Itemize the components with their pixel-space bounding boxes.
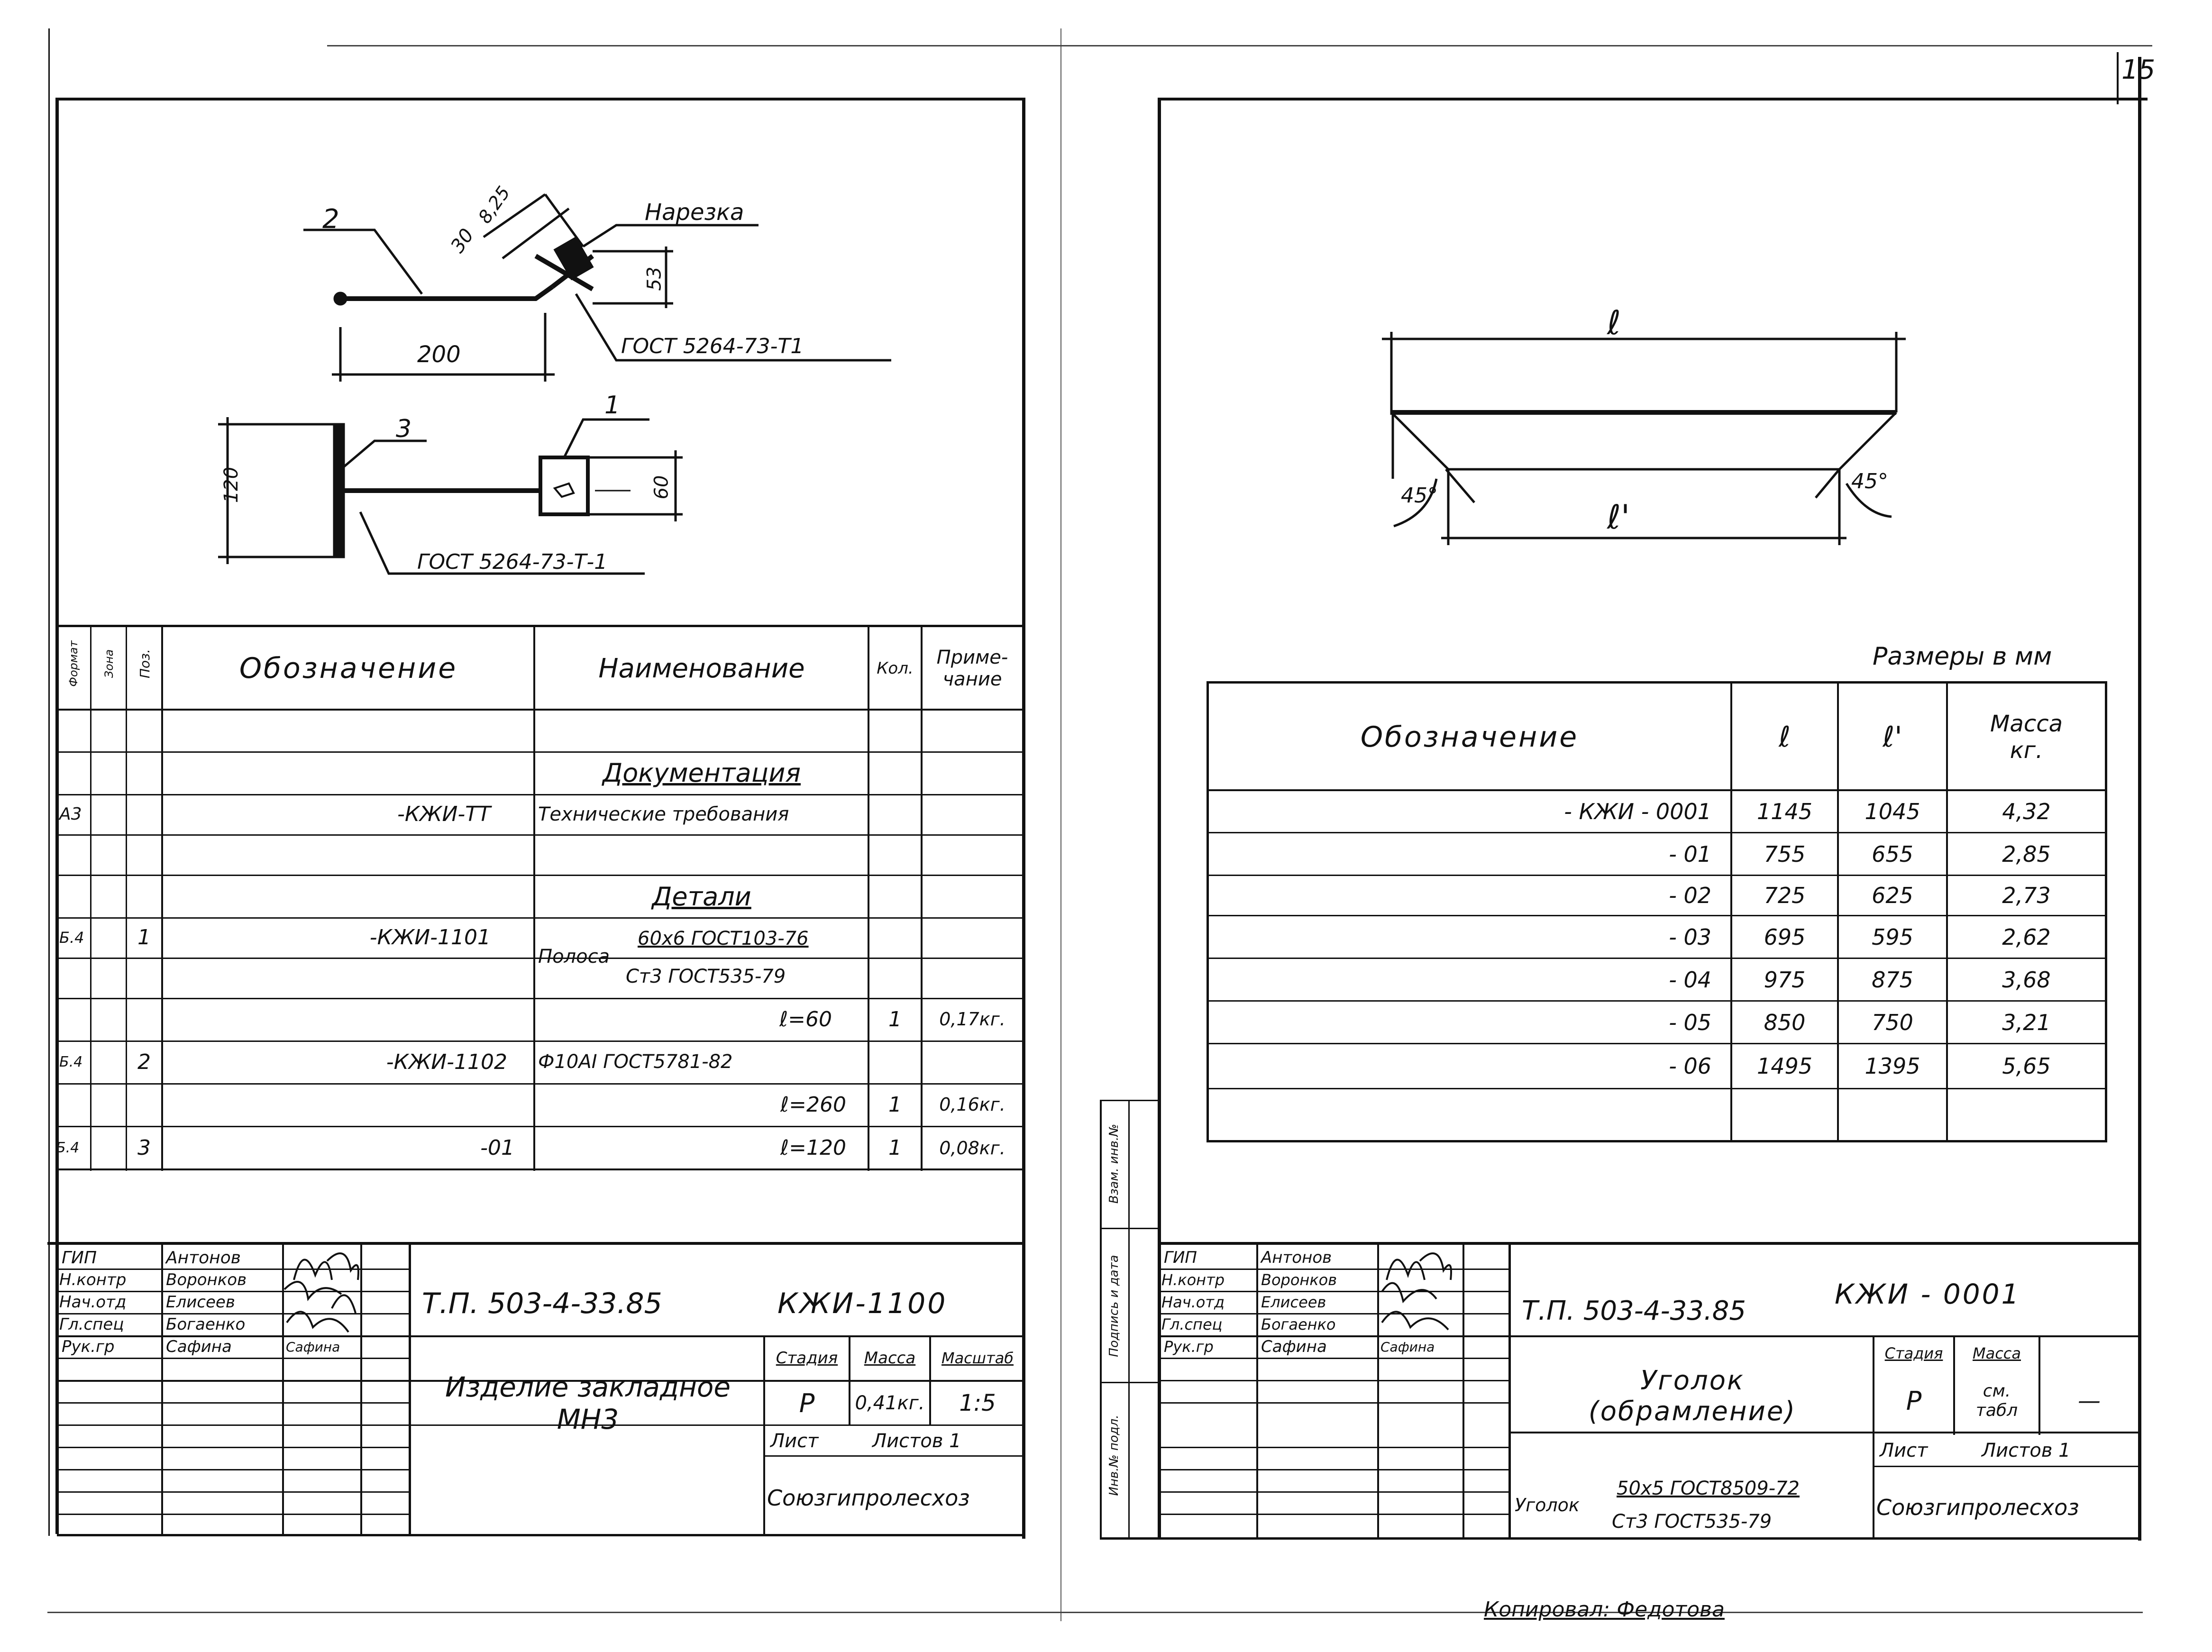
left-mass-label: Масса bbox=[864, 1349, 916, 1368]
left-scale: 1:5 bbox=[959, 1390, 996, 1416]
dim-x1: ℓ' bbox=[1607, 498, 1630, 537]
col-designation: Обозначение bbox=[239, 652, 458, 685]
left-signature-text: Сафина bbox=[286, 1339, 340, 1355]
r2-pos: 1 bbox=[137, 925, 151, 949]
page-number: 15 bbox=[2121, 55, 2156, 85]
col-name: Наименование bbox=[598, 653, 805, 684]
dims-r1-mass: 2,85 bbox=[2002, 841, 2051, 867]
dims-r0-designation: - КЖИ - 0001 bbox=[1564, 799, 1711, 824]
dims-r0-x1: 1045 bbox=[1865, 799, 1920, 824]
copied-by: Копировал: Федотова bbox=[1484, 1597, 1725, 1622]
right-name-4: Сафина bbox=[1261, 1337, 1327, 1356]
right-name-2: Елисеев bbox=[1261, 1293, 1326, 1311]
dims-r2-x: 725 bbox=[1764, 883, 1806, 908]
dims-r4-x1: 875 bbox=[1872, 967, 1913, 993]
dims-r6-designation: - 06 bbox=[1669, 1053, 1711, 1079]
dims-col-mass: Масса кг. bbox=[1990, 711, 2063, 764]
dim-120: 120 bbox=[220, 466, 243, 503]
dims-r4-mass: 3,68 bbox=[2002, 967, 2051, 993]
right-scale: — bbox=[2078, 1387, 2101, 1414]
col-format: Формат bbox=[67, 640, 80, 687]
right-material-b: 50х5 ГОСТ8509-72 bbox=[1617, 1478, 1800, 1499]
angle-right: 45° bbox=[1851, 469, 1888, 493]
pos-2-label: 2 bbox=[322, 204, 339, 235]
r3-format: Б.4 bbox=[59, 1053, 83, 1070]
left-org: Союзгипролесхоз bbox=[767, 1485, 970, 1511]
r4-note: 0,08кг. bbox=[939, 1137, 1005, 1159]
right-project: Т.П. 503-4-33.85 bbox=[1522, 1295, 1746, 1326]
r2-name-b: 60х6 ГОСТ103-76 bbox=[638, 928, 809, 949]
r2-len: ℓ=60 bbox=[779, 1007, 832, 1031]
left-role-1: Н.контр bbox=[59, 1270, 127, 1289]
col-note: Приме- чание bbox=[936, 647, 1008, 690]
right-name-3: Богаенко bbox=[1261, 1315, 1336, 1333]
dims-r2-x1: 625 bbox=[1872, 883, 1913, 908]
dim-60: 60 bbox=[650, 475, 673, 500]
right-title: Уголок (обрамление) bbox=[1588, 1365, 1797, 1427]
dim-53: 53 bbox=[643, 266, 666, 291]
right-material-c: Ст3 ГОСТ535-79 bbox=[1612, 1511, 1772, 1533]
right-stage: Р bbox=[1906, 1386, 1922, 1416]
col-zone: Зона bbox=[102, 649, 116, 678]
dims-r4-x: 975 bbox=[1764, 967, 1806, 993]
r2-note: 0,17кг. bbox=[939, 1009, 1005, 1030]
dims-r6-x: 1495 bbox=[1756, 1053, 1813, 1079]
r4-format: Б.4 bbox=[56, 1140, 80, 1156]
r4-len: ℓ=120 bbox=[780, 1136, 846, 1160]
angle-left: 45° bbox=[1401, 484, 1438, 508]
left-name-4: Сафина bbox=[166, 1337, 232, 1356]
r3-name: Ф10АI ГОСТ5781-82 bbox=[538, 1051, 733, 1073]
r2-designation: -КЖИ-1101 bbox=[369, 925, 491, 949]
right-mass: см. табл bbox=[1975, 1381, 2018, 1420]
units-note: Размеры в мм bbox=[1873, 642, 2052, 671]
dims-r1-x: 755 bbox=[1764, 841, 1806, 867]
r2-name-a: Полоса bbox=[538, 945, 610, 967]
right-signature-text: Сафина bbox=[1380, 1339, 1435, 1355]
r3-pos: 2 bbox=[137, 1050, 151, 1074]
dims-r3-x1: 595 bbox=[1872, 924, 1913, 950]
r4-designation: -01 bbox=[480, 1136, 514, 1160]
dims-r6-x1: 1395 bbox=[1865, 1053, 1920, 1079]
thread-label: Нарезка bbox=[645, 199, 744, 226]
left-title: Изделие закладное МН3 bbox=[445, 1371, 731, 1435]
right-org: Союзгипролесхоз bbox=[1876, 1495, 2079, 1520]
left-name-3: Богаенко bbox=[166, 1315, 246, 1334]
side-label-inv: Инв.№ подл. bbox=[1107, 1415, 1121, 1496]
dim-8-25: 8,25 bbox=[474, 182, 514, 228]
r2-qty: 1 bbox=[888, 1007, 902, 1031]
left-mass: 0,41кг. bbox=[855, 1392, 925, 1414]
right-code: КЖИ - 0001 bbox=[1835, 1278, 2021, 1310]
dims-r5-designation: - 05 bbox=[1669, 1009, 1711, 1035]
r3-len: ℓ=260 bbox=[780, 1092, 846, 1117]
dims-r5-x1: 750 bbox=[1872, 1009, 1913, 1035]
right-role-4: Рук.гр bbox=[1164, 1338, 1214, 1356]
left-sheet-label: Лист bbox=[770, 1430, 819, 1452]
left-stage: Р bbox=[799, 1388, 815, 1418]
r4-qty: 1 bbox=[888, 1136, 902, 1160]
left-name-2: Елисеев bbox=[166, 1293, 235, 1312]
dims-r3-x: 695 bbox=[1764, 924, 1806, 950]
dims-col-designation: Обозначение bbox=[1360, 721, 1579, 754]
left-sheets-label: Листов 1 bbox=[872, 1430, 961, 1452]
gost-label-2: ГОСТ 5264-73-Т-1 bbox=[417, 550, 608, 574]
col-qty: Кол. bbox=[877, 659, 914, 678]
dims-col-x1: ℓ' bbox=[1883, 721, 1902, 754]
side-label-replace: Взам. инв.№ bbox=[1107, 1123, 1121, 1204]
right-mass-label: Масса bbox=[1972, 1344, 2021, 1362]
r3-designation: -КЖИ-1102 bbox=[386, 1050, 507, 1074]
section-parts: Детали bbox=[652, 882, 751, 912]
r1-name: Технические требования bbox=[538, 803, 789, 825]
col-pos: Поз. bbox=[137, 649, 153, 678]
dims-r0-mass: 4,32 bbox=[2002, 799, 2051, 824]
r1-format: А3 bbox=[59, 804, 82, 824]
left-role-2: Нач.отд bbox=[59, 1293, 127, 1312]
left-name-1: Воронков bbox=[166, 1270, 247, 1289]
r3-qty: 1 bbox=[888, 1092, 902, 1117]
gost-label-1: ГОСТ 5264-73-Т1 bbox=[621, 334, 804, 358]
dims-col-x: ℓ bbox=[1779, 721, 1791, 754]
dims-r3-mass: 2,62 bbox=[2002, 924, 2051, 950]
dims-r1-designation: - 01 bbox=[1669, 841, 1711, 867]
pos-3-label: 3 bbox=[396, 415, 412, 443]
dim-200: 200 bbox=[417, 341, 461, 368]
left-scale-label: Масштаб bbox=[941, 1349, 1014, 1367]
left-name-0: Антонов bbox=[166, 1248, 241, 1268]
left-role-4: Рук.гр bbox=[62, 1337, 115, 1356]
dims-r2-mass: 2,73 bbox=[2002, 883, 2051, 908]
right-sheet-label: Лист bbox=[1880, 1440, 1928, 1461]
left-project: Т.П. 503-4-33.85 bbox=[422, 1287, 662, 1320]
r1-designation: -КЖИ-ТТ bbox=[397, 802, 491, 826]
right-name-1: Воронков bbox=[1261, 1271, 1337, 1289]
left-role-3: Гл.спец bbox=[59, 1315, 124, 1334]
pos-1-label: 1 bbox=[604, 391, 621, 420]
right-role-2: Нач.отд bbox=[1161, 1293, 1225, 1311]
r3-note: 0,16кг. bbox=[939, 1094, 1005, 1115]
dims-r0-x: 1145 bbox=[1756, 799, 1813, 824]
dims-r6-mass: 5,65 bbox=[2002, 1053, 2051, 1079]
left-code: КЖИ-1100 bbox=[777, 1287, 948, 1320]
dims-r2-designation: - 02 bbox=[1669, 883, 1711, 908]
dim-30: 30 bbox=[447, 224, 478, 257]
right-material-a: Уголок bbox=[1515, 1495, 1580, 1515]
left-role-0: ГИП bbox=[62, 1248, 97, 1268]
side-label-sign: Подпись и дата bbox=[1107, 1255, 1121, 1357]
right-sheets-label: Листов 1 bbox=[1982, 1440, 2071, 1461]
right-role-0: ГИП bbox=[1164, 1248, 1197, 1267]
right-stage-label: Стадия bbox=[1884, 1344, 1943, 1362]
dim-x: ℓ bbox=[1607, 303, 1621, 342]
right-role-3: Гл.спец bbox=[1161, 1315, 1223, 1333]
right-name-0: Антонов bbox=[1261, 1248, 1332, 1267]
left-stage-label: Стадия bbox=[776, 1349, 838, 1368]
r4-pos: 3 bbox=[137, 1136, 151, 1160]
right-role-1: Н.контр bbox=[1161, 1271, 1225, 1289]
dims-r1-x1: 655 bbox=[1872, 841, 1913, 867]
dims-r3-designation: - 03 bbox=[1669, 924, 1711, 950]
dims-r4-designation: - 04 bbox=[1669, 967, 1711, 993]
dims-r5-mass: 3,21 bbox=[2002, 1009, 2051, 1035]
dims-r5-x: 850 bbox=[1764, 1009, 1806, 1035]
r2-name-c: Ст3 ГОСТ535-79 bbox=[626, 966, 786, 987]
section-docs: Документация bbox=[603, 758, 801, 788]
r2-format: Б.4 bbox=[59, 928, 84, 947]
